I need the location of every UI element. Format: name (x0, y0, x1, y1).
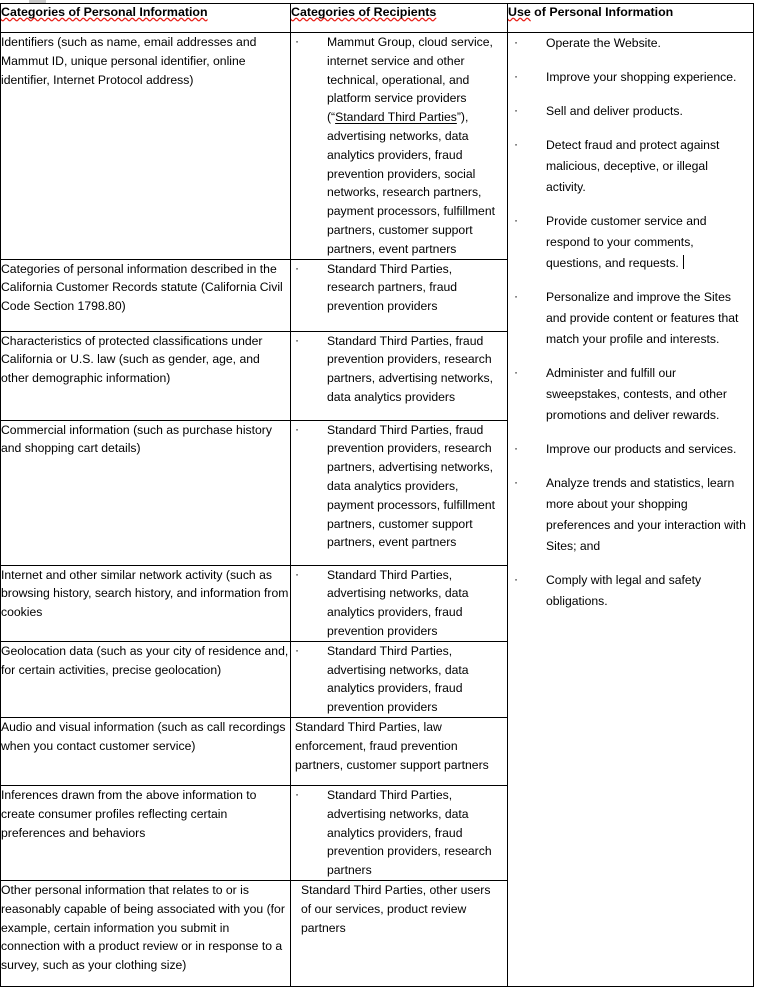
category-text: Inferences drawn from the above information to create consumer profiles reflecting certain preferences and behaviors (1, 787, 257, 840)
recipients-text: · Standard Third Parties, advertising networks, data analytics providers, fraud prevention providers (295, 566, 501, 641)
table-header (1, 4, 754, 33)
recipients-cell (291, 331, 508, 420)
recipients-cell (291, 420, 508, 565)
use-item: · Administer and fulfill our sweepstakes, contests, and other promotions and deliver rewards. (514, 363, 747, 426)
category-text: Other personal information that relates to or is reasonably capable of being associated with you (for example, certain information you submit in connection with a product review or in response to a survey, such as your clothing size) (1, 882, 285, 973)
category-cell (1, 331, 291, 420)
category-text: Audio and visual information (such as call recordings when you contact customer service) (1, 719, 286, 753)
column-header-categories-of-recipients (291, 4, 508, 33)
category-cell (1, 717, 291, 785)
category-cell (1, 259, 291, 331)
category-text: Commercial information (such as purchase history and shopping cart details) (1, 422, 272, 456)
category-text: Identifiers (such as name, email addresses and Mammut ID, unique personal identifier, online identifier, Internet Protocol address) (1, 35, 257, 87)
use-item: · Detect fraud and protect against malicious, deceptive, or illegal activity. (514, 135, 747, 198)
category-cell (1, 785, 291, 880)
recipients-text: · Standard Third Parties, fraud prevention providers, research partners, advertising networks, data analytics providers (295, 332, 501, 407)
category-cell (1, 565, 291, 641)
column-header-text: Categories of Recipients (291, 5, 437, 19)
recipients-cell (291, 565, 508, 641)
recipients-text: · Standard Third Parties, advertising networks, data analytics providers, fraud prevention providers, research partners (295, 786, 501, 880)
use-item: · Comply with legal and safety obligations. (514, 570, 747, 612)
column-header-categories-of-personal-information (1, 4, 291, 33)
column-header-text: Use of Personal Information (508, 5, 674, 19)
recipients-text: · Standard Third Parties, fraud prevention providers, research partners, advertising networks, data analytics providers, payment processors, fulfillment partners, customer support partners, event partners (295, 421, 501, 553)
recipients-text: · Mammut Group, cloud service, internet service and other technical, operational, and platform service providers (“Standard Third Parties”), advertising networks, data analytics providers, fraud prevention providers, social networks, research partners, payment processors, fulfillment partners, customer support partners, event partners (295, 33, 501, 259)
recipients-text: · Standard Third Parties, advertising networks, data analytics providers, fraud prevention providers (295, 642, 501, 717)
column-header-use-of-personal-information (508, 4, 754, 33)
recipients-cell (291, 717, 508, 785)
table-row (1, 33, 754, 260)
recipients-cell (291, 641, 508, 717)
category-cell (1, 33, 291, 260)
recipients-text: Standard Third Parties, other users of our services, product review partners (301, 882, 491, 935)
category-text: Internet and other similar network activity (such as browsing history, search history, and information from cookies (1, 567, 289, 620)
recipients-cell (291, 785, 508, 880)
recipients-cell (291, 259, 508, 331)
use-item: · Sell and deliver products. (514, 101, 747, 122)
column-header-text: Categories of Personal Information (1, 5, 208, 19)
use-item: · Analyze trends and statistics, learn more about your shopping preferences and your interaction with Sites; and (514, 473, 747, 557)
table-body (1, 33, 754, 987)
recipients-text: Standard Third Parties, law enforcement, fraud prevention partners, customer support partners (295, 719, 489, 772)
recipients-text: · Standard Third Parties, research partners, fraud prevention providers (295, 260, 501, 316)
table-header-row (1, 4, 754, 33)
recipients-cell (291, 33, 508, 260)
use-item: · Improve our products and services. (514, 439, 747, 460)
category-text: Geolocation data (such as your city of residence and, for certain activities, precise geolocation) (1, 643, 289, 677)
use-item: · Operate the Website. (514, 33, 747, 54)
use-item-with-caret (514, 211, 747, 274)
use-item-text: Provide customer service and respond to your comments, questions, and requests. (546, 214, 707, 270)
standard-third-parties-term: Standard Third Parties (335, 110, 457, 125)
recipients-cell (291, 880, 508, 986)
use-item: · Improve your shopping experience. (514, 67, 747, 88)
personal-information-table (0, 3, 754, 987)
text-cursor (683, 255, 684, 269)
category-cell (1, 880, 291, 986)
uses-cell (508, 33, 754, 987)
use-item: · Personalize and improve the Sites and provide content or features that match your profile and interests. (514, 287, 747, 350)
category-text: Characteristics of protected classifications under California or U.S. law (such as gender, age, and other demographic information) (1, 333, 263, 386)
category-text: Categories of personal information described in the California Customer Records statute (California Civil Code Section 1798.80) (1, 261, 283, 314)
category-cell (1, 641, 291, 717)
category-cell (1, 420, 291, 565)
